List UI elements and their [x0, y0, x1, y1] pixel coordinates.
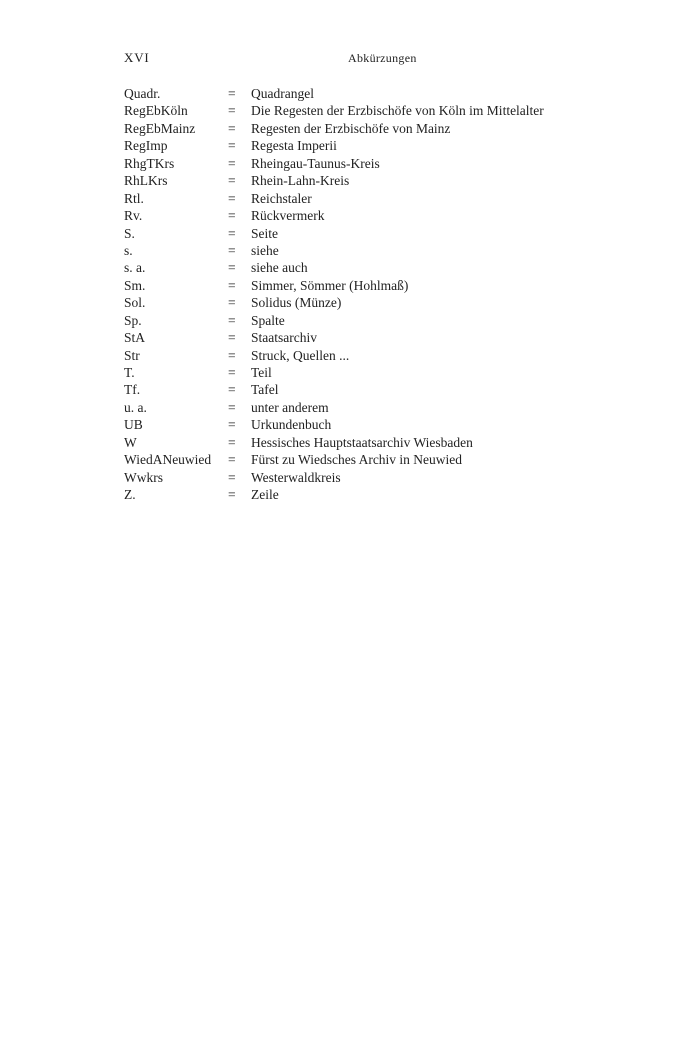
equals-sign: =	[228, 434, 236, 450]
abbreviation-entry	[124, 469, 624, 486]
abbreviation-term: u. a.	[124, 399, 147, 415]
abbreviation-entry	[124, 155, 624, 172]
equals-sign: =	[228, 155, 236, 171]
abbreviation-entry	[124, 329, 624, 346]
abbreviation-entry	[124, 207, 624, 224]
equals-sign: =	[228, 138, 236, 154]
abbreviation-entry	[124, 190, 624, 207]
abbreviation-entry	[124, 312, 624, 329]
equals-sign: =	[228, 173, 236, 189]
abbreviation-term: Wwkrs	[124, 469, 163, 485]
abbreviation-entry	[124, 242, 624, 259]
equals-sign: =	[228, 86, 236, 101]
abbreviation-meaning: unter anderem	[251, 399, 329, 415]
equals-sign: =	[228, 295, 236, 311]
equals-sign: =	[228, 277, 236, 293]
abbreviation-meaning: Staatsarchiv	[251, 330, 317, 346]
equals-sign: =	[228, 260, 236, 276]
abbreviation-meaning: Regesta Imperii	[251, 138, 337, 154]
abbreviation-entry	[124, 85, 624, 102]
equals-sign: =	[228, 330, 236, 346]
abbreviation-term: RhLKrs	[124, 173, 168, 189]
abbreviation-entry	[124, 399, 624, 416]
page-header	[124, 50, 602, 70]
abbreviation-meaning: Zeile	[251, 487, 279, 503]
abbreviation-term: Z.	[124, 487, 136, 503]
running-head: Abkürzungen	[348, 51, 417, 65]
abbreviation-entry	[124, 102, 624, 119]
abbreviation-term: Tf.	[124, 382, 141, 398]
abbreviation-list	[124, 85, 624, 504]
equals-sign: =	[228, 365, 236, 380]
abbreviation-entry	[124, 347, 624, 364]
abbreviation-term: W	[124, 434, 137, 450]
abbreviation-meaning: Regesten der Erzbischöfe von Mainz	[251, 120, 451, 136]
equals-sign: =	[228, 452, 236, 468]
equals-sign: =	[228, 487, 236, 503]
abbreviation-entry	[124, 486, 624, 503]
abbreviation-meaning: siehe	[251, 242, 279, 258]
equals-sign: =	[228, 208, 236, 224]
abbreviation-term: s. a.	[124, 260, 146, 276]
abbreviation-meaning: Simmer, Sömmer (Hohlmaß)	[251, 277, 409, 293]
equals-sign: =	[228, 469, 236, 485]
equals-sign: =	[228, 312, 236, 328]
equals-sign: =	[228, 347, 236, 363]
page-number: XVI	[124, 50, 150, 65]
abbreviation-entry	[124, 416, 624, 433]
abbreviation-term: RegImp	[124, 138, 168, 154]
abbreviation-term: Rv.	[124, 208, 143, 224]
abbreviation-entry	[124, 364, 624, 381]
abbreviation-term: Sp.	[124, 312, 142, 328]
abbreviation-term: RhgTKrs	[124, 155, 175, 171]
equals-sign: =	[228, 190, 236, 206]
abbreviation-entry	[124, 434, 624, 451]
abbreviation-term: Quadr.	[124, 86, 161, 101]
abbreviation-meaning: Solidus (Münze)	[251, 295, 342, 311]
abbreviation-entry	[124, 172, 624, 189]
abbreviation-meaning: siehe auch	[251, 260, 308, 276]
equals-sign: =	[228, 382, 236, 398]
abbreviation-term: Str	[124, 347, 140, 363]
abbreviation-meaning: Teil	[251, 365, 272, 380]
abbreviation-meaning: Rückvermerk	[251, 208, 325, 224]
abbreviation-term: UB	[124, 417, 143, 433]
abbreviation-entry	[124, 294, 624, 311]
abbreviation-meaning: Struck, Quellen ...	[251, 347, 350, 363]
abbreviation-meaning: Rhein-Lahn-Kreis	[251, 173, 350, 189]
abbreviation-meaning: Westerwaldkreis	[251, 469, 341, 485]
equals-sign: =	[228, 242, 236, 258]
abbreviation-term: WiedANeuwied	[124, 452, 212, 468]
abbreviation-term: Sm.	[124, 277, 146, 293]
abbreviation-meaning: Seite	[251, 225, 278, 241]
abbreviation-entry	[124, 381, 624, 398]
abbreviation-term: Rtl.	[124, 190, 144, 206]
abbreviation-entry	[124, 225, 624, 242]
abbreviation-term: S.	[124, 225, 135, 241]
abbreviation-entry	[124, 259, 624, 276]
abbreviation-meaning: Tafel	[251, 382, 279, 398]
abbreviation-meaning: Reichstaler	[251, 190, 312, 206]
abbreviation-term: s.	[124, 242, 133, 258]
abbreviation-meaning: Urkundenbuch	[251, 417, 332, 433]
abbreviation-entry	[124, 277, 624, 294]
equals-sign: =	[228, 417, 236, 433]
abbreviation-term: RegEbKöln	[124, 103, 188, 119]
abbreviation-meaning: Die Regesten der Erzbischöfe von Köln im Mittelalter	[251, 103, 544, 119]
abbreviation-term: StA	[124, 330, 146, 346]
equals-sign: =	[228, 120, 236, 136]
abbreviation-meaning: Spalte	[251, 312, 285, 328]
abbreviation-entry	[124, 137, 624, 154]
abbreviation-meaning: Quadrangel	[251, 86, 314, 101]
equals-sign: =	[228, 225, 236, 241]
equals-sign: =	[228, 399, 236, 415]
abbreviation-entry	[124, 451, 624, 468]
abbreviation-term: Sol.	[124, 295, 146, 311]
abbreviation-meaning: Fürst zu Wiedsches Archiv in Neuwied	[251, 452, 463, 468]
abbreviation-meaning: Hessisches Hauptstaatsarchiv Wiesbaden	[251, 434, 473, 450]
abbreviation-term: T.	[124, 365, 135, 380]
abbreviation-term: RegEbMainz	[124, 120, 196, 136]
abbreviation-entry	[124, 120, 624, 137]
equals-sign: =	[228, 103, 236, 119]
abbreviation-meaning: Rheingau-Taunus-Kreis	[251, 155, 380, 171]
